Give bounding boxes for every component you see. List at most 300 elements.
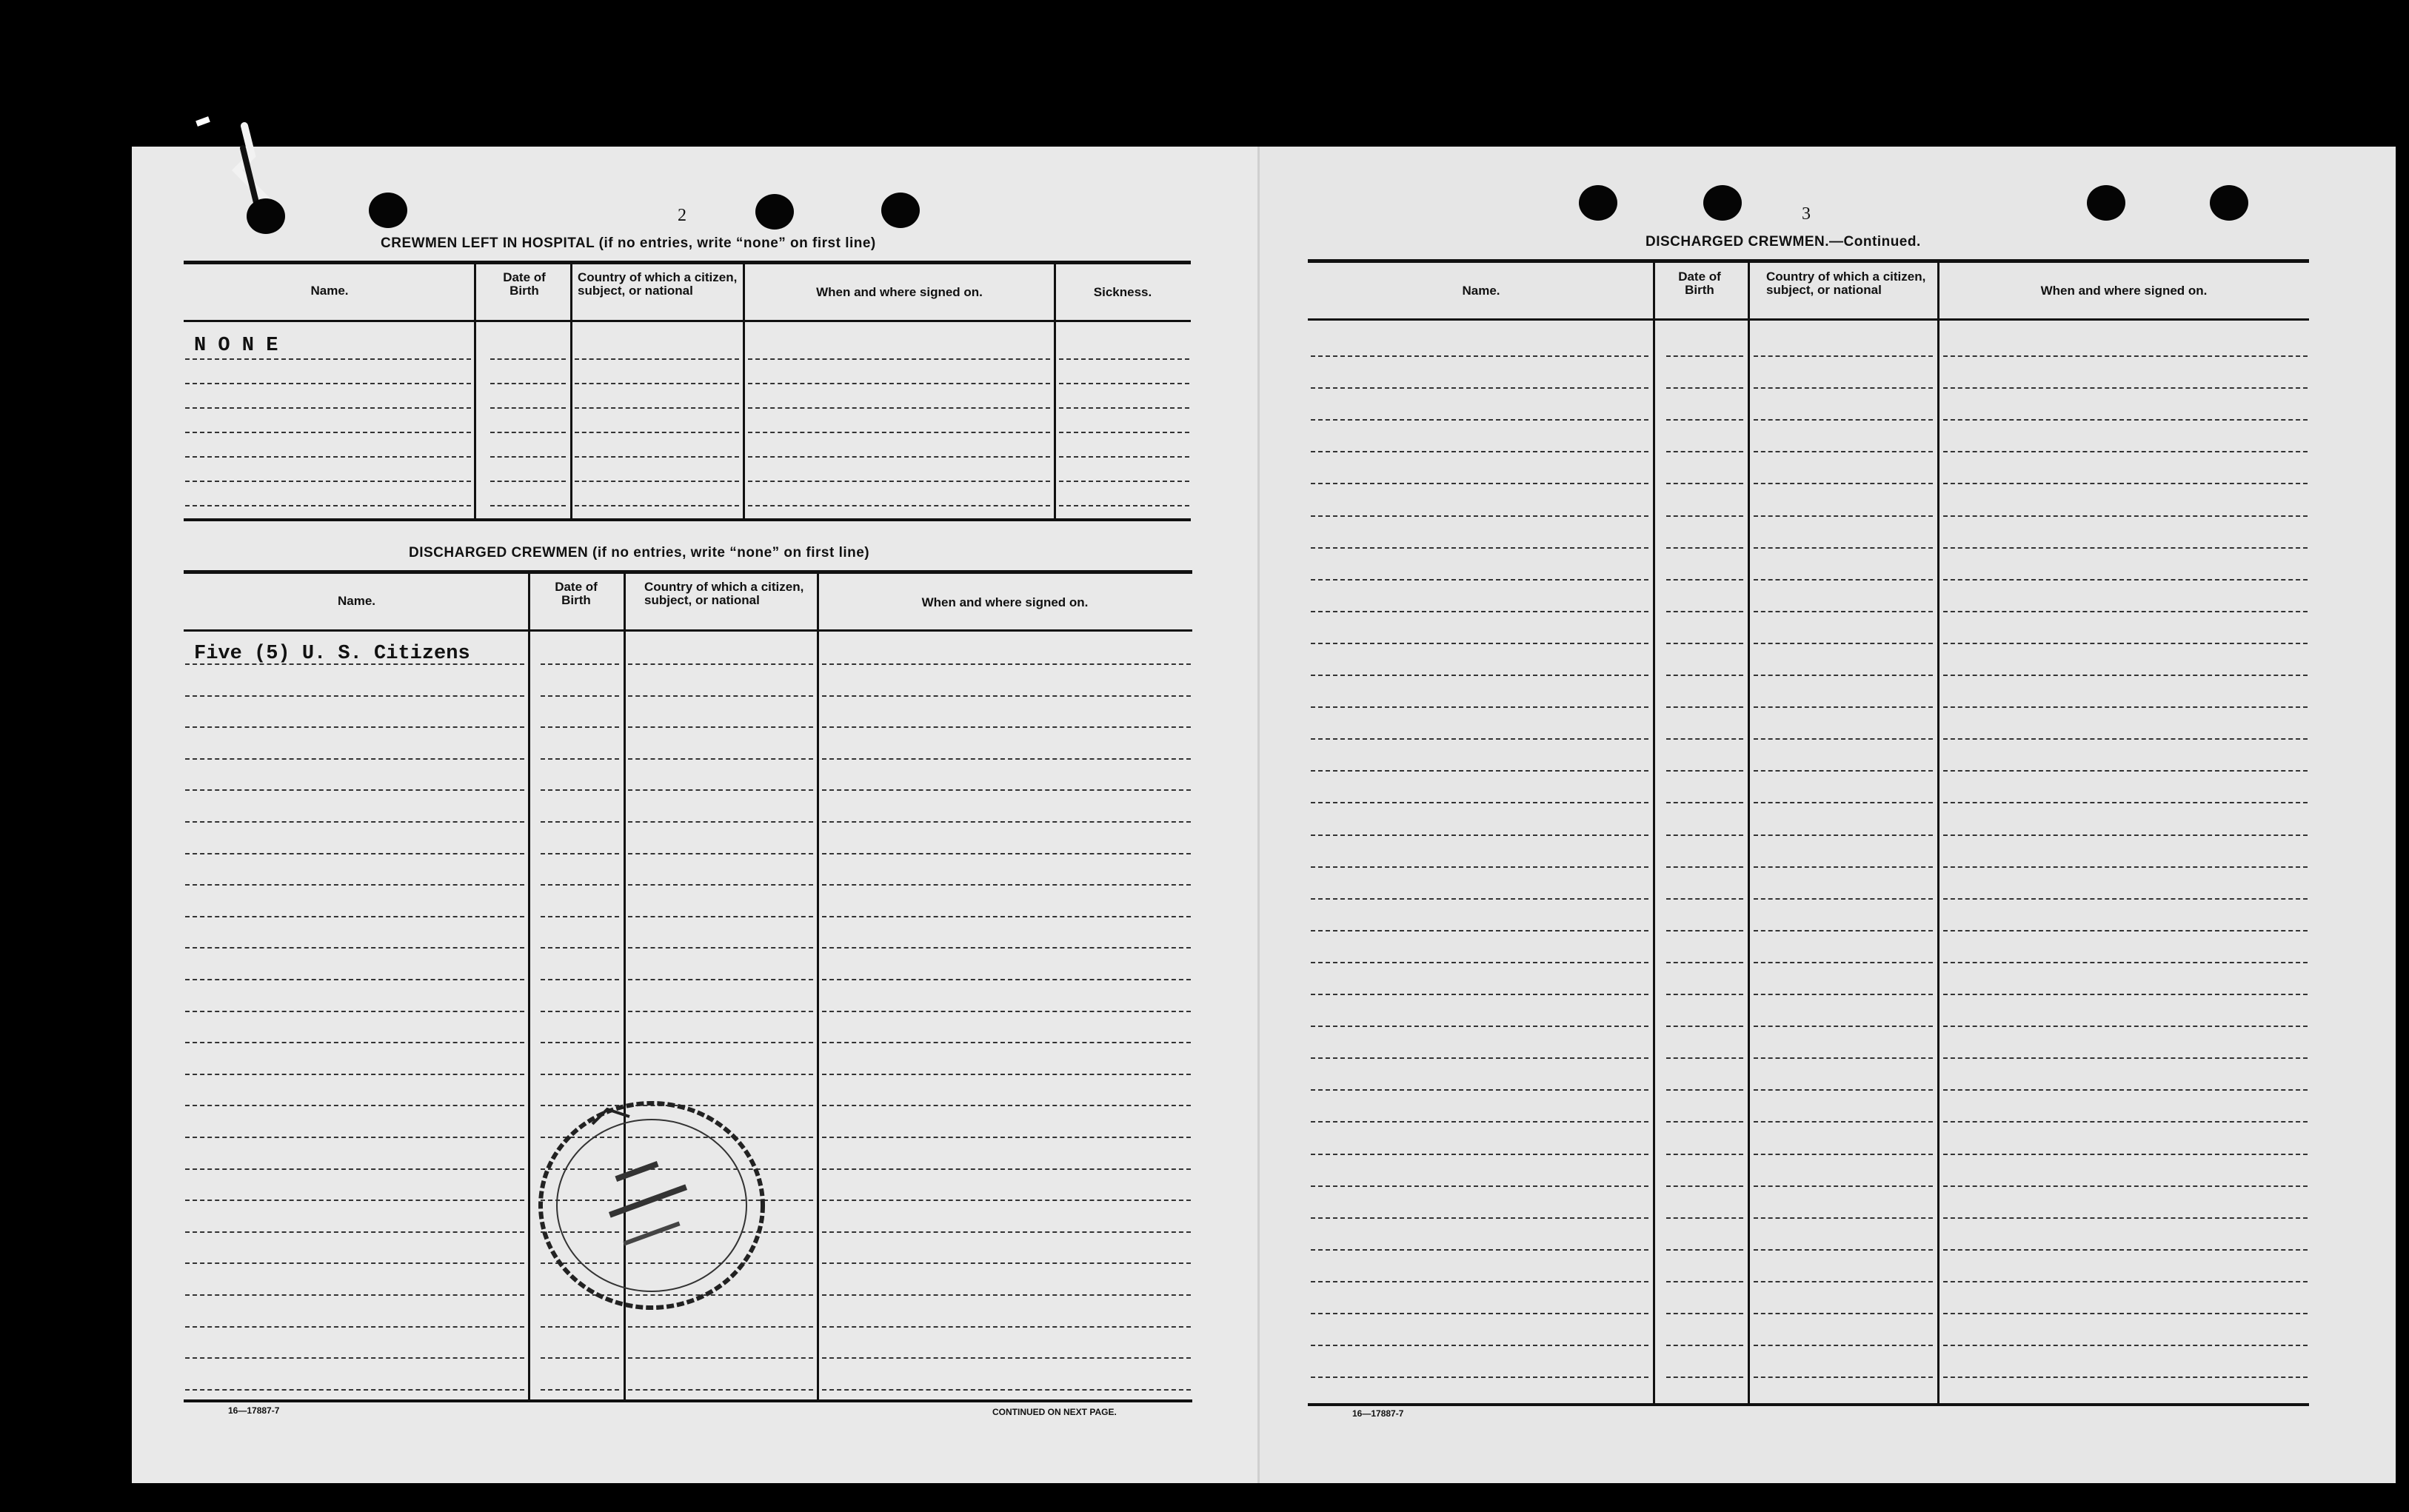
ruled-line [490, 481, 566, 482]
ruled-line [1311, 1345, 1648, 1346]
ruled-line [185, 1200, 524, 1201]
ruled-line [1311, 1026, 1648, 1027]
ruled-line [1311, 419, 1648, 421]
ruled-line [628, 663, 813, 665]
ruled-line [1311, 355, 1648, 357]
ruled-line [1666, 643, 1743, 644]
ruled-line [1754, 1217, 1933, 1219]
ruled-line [1943, 1345, 2308, 1346]
ruled-line [628, 916, 813, 917]
ruled-line [1943, 1185, 2308, 1187]
ruled-line [185, 1042, 524, 1043]
ruled-line [1666, 1121, 1743, 1123]
ruled-line [1754, 419, 1933, 421]
ruled-line [541, 853, 619, 854]
ruled-line [822, 1137, 1191, 1138]
ruled-line [822, 884, 1191, 886]
ruled-line [1754, 643, 1933, 644]
ruled-line [1754, 1345, 1933, 1346]
column-header-name: Name. [337, 594, 376, 608]
column-divider [1054, 263, 1056, 520]
ruled-line [1754, 738, 1933, 740]
column-divider [1653, 261, 1655, 1405]
ruled-line [748, 481, 1050, 482]
ruled-line [185, 481, 471, 482]
ruled-line [541, 979, 619, 980]
ruled-line [575, 358, 739, 360]
ruled-line [541, 1357, 619, 1359]
ruled-line [628, 1326, 813, 1328]
ruled-line [1943, 1313, 2308, 1314]
ruled-line [1754, 930, 1933, 931]
ruled-line [1311, 1217, 1648, 1219]
ruled-line [541, 884, 619, 886]
page-number: 2 [678, 206, 686, 225]
column-header-name: Name. [1462, 284, 1500, 298]
ruled-line [541, 821, 619, 823]
ruled-line [185, 1168, 524, 1170]
ruled-line [1754, 962, 1933, 963]
ruled-line [1311, 1185, 1648, 1187]
ruled-line [1754, 451, 1933, 452]
column-header-country: Country of which a citizen, subject, or national [1766, 270, 1926, 297]
ruled-line [1666, 962, 1743, 963]
ruled-line [822, 979, 1191, 980]
ruled-line [1943, 706, 2308, 708]
ruled-line [1754, 1376, 1933, 1378]
ruled-line [628, 695, 813, 697]
ruled-line [1943, 483, 2308, 484]
ruled-line [1059, 407, 1189, 409]
ruled-line [1754, 834, 1933, 836]
ruled-line [1754, 898, 1933, 900]
ruled-line [1666, 1217, 1743, 1219]
punch-hole-icon [1579, 185, 1617, 221]
ruled-line [1666, 547, 1743, 549]
ruled-line [1943, 355, 2308, 357]
ruled-line [1943, 1249, 2308, 1251]
ruled-line [1754, 387, 1933, 389]
ruled-line [185, 1137, 524, 1138]
ruled-line [1059, 383, 1189, 384]
ruled-line [1311, 611, 1648, 612]
ruled-line [575, 456, 739, 458]
ruled-line [1666, 1313, 1743, 1314]
hospital-header-rule [184, 320, 1191, 322]
ruled-line [1311, 706, 1648, 708]
ruled-line [1943, 1121, 2308, 1123]
ruled-line [1311, 1313, 1648, 1314]
ruled-line [822, 726, 1191, 728]
discharged-table-top-rule [184, 570, 1192, 574]
ruled-line [541, 726, 619, 728]
right-table-top-rule [1308, 259, 2309, 263]
ruled-line [575, 383, 739, 384]
ruled-line [1311, 1281, 1648, 1282]
discharged-entry: Five (5) U. S. Citizens [194, 643, 470, 665]
ruled-line [1666, 802, 1743, 803]
ruled-line [541, 663, 619, 665]
ruled-line [822, 1294, 1191, 1296]
ruled-line [628, 1357, 813, 1359]
ruled-line [1943, 1089, 2308, 1091]
ruled-line [185, 789, 524, 791]
ruled-line [1311, 1376, 1648, 1378]
hospital-entry: N O N E [194, 335, 278, 357]
ruled-line [1754, 1089, 1933, 1091]
ruled-line [1666, 611, 1743, 612]
ruled-line [490, 358, 566, 360]
ruled-line [185, 726, 524, 728]
ruled-line [628, 947, 813, 949]
ruled-line [1666, 1376, 1743, 1378]
ruled-line [822, 947, 1191, 949]
column-divider [1748, 261, 1750, 1405]
hospital-table-top-rule [184, 261, 1191, 264]
ruled-line [1311, 866, 1648, 868]
ruled-line [1311, 1154, 1648, 1155]
ruled-line [822, 853, 1191, 854]
ruled-line [1754, 483, 1933, 484]
column-divider [570, 263, 572, 520]
ruled-line [1311, 547, 1648, 549]
ruled-line [185, 1105, 524, 1106]
ruled-line [185, 1011, 524, 1012]
hospital-section-title: CREWMEN LEFT IN HOSPITAL (if no entries, write “none” on first line) [381, 235, 876, 251]
right-page [1259, 147, 2396, 1483]
ruled-line [541, 947, 619, 949]
ruled-line [490, 383, 566, 384]
page-number: 3 [1802, 204, 1811, 224]
ruled-line [575, 432, 739, 433]
form-number: 16—17887-7 [1352, 1408, 1404, 1419]
ruled-line [1666, 1154, 1743, 1155]
ruled-line [628, 758, 813, 760]
column-header-when-where: When and where signed on. [921, 595, 1089, 609]
ruled-line [1666, 675, 1743, 676]
ruled-line [822, 1357, 1191, 1359]
ruled-line [822, 1042, 1191, 1043]
punch-hole-icon [2087, 185, 2125, 221]
ruled-line [1754, 770, 1933, 772]
ruled-line [541, 1074, 619, 1075]
ruled-line [1311, 738, 1648, 740]
ruled-line [1943, 611, 2308, 612]
ruled-line [185, 884, 524, 886]
ruled-line [748, 432, 1050, 433]
ruled-line [541, 1011, 619, 1012]
ruled-line [575, 407, 739, 409]
ruled-line [1943, 770, 2308, 772]
ruled-line [1311, 930, 1648, 931]
ruled-line [575, 481, 739, 482]
ruled-line [628, 726, 813, 728]
ruled-line [541, 695, 619, 697]
column-header-when-where: When and where signed on. [816, 285, 983, 299]
ruled-line [1666, 706, 1743, 708]
ruled-line [748, 358, 1050, 360]
ruled-line [1943, 962, 2308, 963]
ruled-line [185, 1262, 524, 1264]
ruled-line [1311, 643, 1648, 644]
ruled-line [1754, 1281, 1933, 1282]
column-divider [1937, 261, 1939, 1405]
column-divider [474, 263, 476, 520]
ruled-line [1943, 1154, 2308, 1155]
ruled-line [1666, 515, 1743, 517]
column-header-sickness: Sickness. [1093, 285, 1152, 299]
column-header-date-of-birth: Date of Birth [1678, 270, 1721, 297]
ruled-line [1059, 481, 1189, 482]
ruled-line [1666, 1345, 1743, 1346]
right-header-rule [1308, 318, 2309, 321]
column-divider [743, 263, 745, 520]
ruled-line [185, 1231, 524, 1233]
ruled-line [1943, 866, 2308, 868]
ruled-line [490, 456, 566, 458]
ruled-line [541, 1042, 619, 1043]
ruled-line [822, 1326, 1191, 1328]
ruled-line [185, 1294, 524, 1296]
ruled-line [1666, 355, 1743, 357]
ruled-line [628, 1074, 813, 1075]
ruled-line [1943, 643, 2308, 644]
ruled-line [185, 979, 524, 980]
ruled-line [822, 663, 1191, 665]
continued-note: CONTINUED ON NEXT PAGE. [992, 1407, 1117, 1417]
ruled-line [1943, 387, 2308, 389]
ruled-line [822, 1262, 1191, 1264]
ruled-line [1943, 547, 2308, 549]
scrap-mark [196, 116, 210, 127]
ruled-line [1943, 1217, 2308, 1219]
ruled-line [1666, 930, 1743, 931]
ruled-line [822, 821, 1191, 823]
column-header-country: Country of which a citizen, subject, or national [578, 270, 738, 298]
ruled-line [1754, 1121, 1933, 1123]
ruled-line [1754, 579, 1933, 581]
ruled-line [541, 916, 619, 917]
ruled-line [1666, 1249, 1743, 1251]
punch-hole-icon [369, 193, 407, 228]
ruled-line [1059, 456, 1189, 458]
ruled-line [185, 358, 471, 360]
ruled-line [822, 1105, 1191, 1106]
ruled-line [1666, 994, 1743, 995]
form-number: 16—17887-7 [228, 1405, 280, 1416]
ruled-line [185, 947, 524, 949]
ruled-line [575, 505, 739, 506]
ruled-line [748, 456, 1050, 458]
ruled-line [1943, 930, 2308, 931]
ruled-line [1943, 738, 2308, 740]
ruled-line [1754, 994, 1933, 995]
ruled-line [185, 407, 471, 409]
ruled-line [822, 695, 1191, 697]
column-divider [817, 572, 819, 1401]
ruled-line [822, 758, 1191, 760]
ruled-line [185, 695, 524, 697]
ruled-line [185, 853, 524, 854]
ruled-line [185, 1357, 524, 1359]
ruled-line [1754, 547, 1933, 549]
ruled-line [1943, 515, 2308, 517]
ruled-line [1666, 1281, 1743, 1282]
ruled-line [541, 1326, 619, 1328]
ruled-line [1754, 355, 1933, 357]
ruled-line [822, 1011, 1191, 1012]
column-header-country: Country of which a citizen, subject, or national [644, 580, 804, 607]
ruled-line [185, 383, 471, 384]
ruled-line [1754, 1249, 1933, 1251]
ruled-line [185, 821, 524, 823]
ruled-line [822, 1200, 1191, 1201]
discharged-section-title: DISCHARGED CREWMEN (if no entries, write “none” on first line) [409, 545, 870, 561]
ruled-line [185, 663, 524, 665]
ruled-line [822, 916, 1191, 917]
discharged-table-bottom-rule [184, 1399, 1192, 1402]
ruled-line [1754, 515, 1933, 517]
hospital-table-bottom-rule [184, 518, 1191, 521]
column-header-date-of-birth: Date of Birth [503, 270, 546, 298]
ruled-line [541, 758, 619, 760]
ruled-line [822, 1168, 1191, 1170]
ruled-line [822, 789, 1191, 791]
ruled-line [1754, 1057, 1933, 1059]
ruled-line [1943, 802, 2308, 803]
ruled-line [1311, 994, 1648, 995]
ruled-line [1666, 866, 1743, 868]
ruled-line [541, 1389, 619, 1391]
ruled-line [1666, 898, 1743, 900]
column-header-name: Name. [310, 284, 349, 298]
ruled-line [1943, 419, 2308, 421]
ruled-line [1311, 770, 1648, 772]
ruled-line [1754, 706, 1933, 708]
ruled-line [1666, 834, 1743, 836]
ruled-line [1754, 1313, 1933, 1314]
ruled-line [1666, 579, 1743, 581]
ruled-line [628, 1011, 813, 1012]
ruled-line [490, 432, 566, 433]
ruled-line [1666, 483, 1743, 484]
punch-hole-icon [881, 193, 920, 228]
ruled-line [628, 789, 813, 791]
ruled-line [1666, 451, 1743, 452]
ruled-line [1059, 358, 1189, 360]
ruled-line [1943, 1281, 2308, 1282]
ruled-line [1943, 1026, 2308, 1027]
ruled-line [1666, 1057, 1743, 1059]
ruled-line [1943, 1376, 2308, 1378]
ruled-line [1754, 1185, 1933, 1187]
ruled-line [1943, 675, 2308, 676]
ruled-line [1666, 1026, 1743, 1027]
punch-hole-icon [755, 194, 794, 230]
ruled-line [1943, 994, 2308, 995]
ruled-line [1754, 866, 1933, 868]
ruled-line [1059, 505, 1189, 506]
ruled-line [1311, 1057, 1648, 1059]
punch-hole-icon [1703, 185, 1742, 221]
ruled-line [1666, 419, 1743, 421]
ruled-line [1754, 1026, 1933, 1027]
ruled-line [1754, 802, 1933, 803]
ruled-line [822, 1074, 1191, 1075]
ruled-line [628, 821, 813, 823]
ruled-line [490, 407, 566, 409]
discharged-header-rule [184, 629, 1192, 632]
ruled-line [748, 383, 1050, 384]
column-header-when-where: When and where signed on. [2040, 284, 2208, 298]
ruled-line [1666, 1089, 1743, 1091]
ruled-line [1943, 579, 2308, 581]
ruled-line [1943, 834, 2308, 836]
ruled-line [1666, 770, 1743, 772]
ruled-line [490, 505, 566, 506]
ruled-line [1754, 1154, 1933, 1155]
ruled-line [1311, 483, 1648, 484]
ruled-line [1666, 738, 1743, 740]
ruled-line [628, 1042, 813, 1043]
ruled-line [1311, 1121, 1648, 1123]
ruled-line [628, 853, 813, 854]
ruled-line [1311, 1089, 1648, 1091]
right-table-bottom-rule [1308, 1403, 2309, 1406]
ruled-line [185, 505, 471, 506]
ruled-line [1311, 675, 1648, 676]
ruled-line [748, 505, 1050, 506]
circular-stamp-icon [526, 1094, 778, 1317]
ruled-line [628, 979, 813, 980]
ruled-line [822, 1231, 1191, 1233]
ruled-line [185, 916, 524, 917]
punch-hole-icon [2210, 185, 2248, 221]
ruled-line [1311, 387, 1648, 389]
ruled-line [1666, 1185, 1743, 1187]
ruled-line [1943, 898, 2308, 900]
ruled-line [185, 758, 524, 760]
ruled-line [185, 1389, 524, 1391]
ruled-line [1943, 451, 2308, 452]
ruled-line [1943, 1057, 2308, 1059]
ruled-line [185, 456, 471, 458]
ruled-line [185, 1074, 524, 1075]
ruled-line [1754, 611, 1933, 612]
ruled-line [1311, 802, 1648, 803]
ruled-line [628, 1389, 813, 1391]
ruled-line [185, 432, 471, 433]
ruled-line [628, 884, 813, 886]
ruled-line [185, 1326, 524, 1328]
ruled-line [822, 1389, 1191, 1391]
ruled-line [1311, 451, 1648, 452]
ruled-line [1311, 1249, 1648, 1251]
punch-hole-icon [247, 198, 285, 234]
page-fold [1257, 147, 1260, 1483]
discharged-continued-title: DISCHARGED CREWMEN.—Continued. [1645, 234, 1921, 250]
ruled-line [1666, 387, 1743, 389]
ruled-line [541, 789, 619, 791]
ruled-line [1311, 579, 1648, 581]
ruled-line [1311, 834, 1648, 836]
ruled-line [1059, 432, 1189, 433]
ruled-line [1311, 515, 1648, 517]
ruled-line [1311, 898, 1648, 900]
ruled-line [1754, 675, 1933, 676]
column-header-date-of-birth: Date of Birth [555, 580, 598, 607]
ruled-line [748, 407, 1050, 409]
